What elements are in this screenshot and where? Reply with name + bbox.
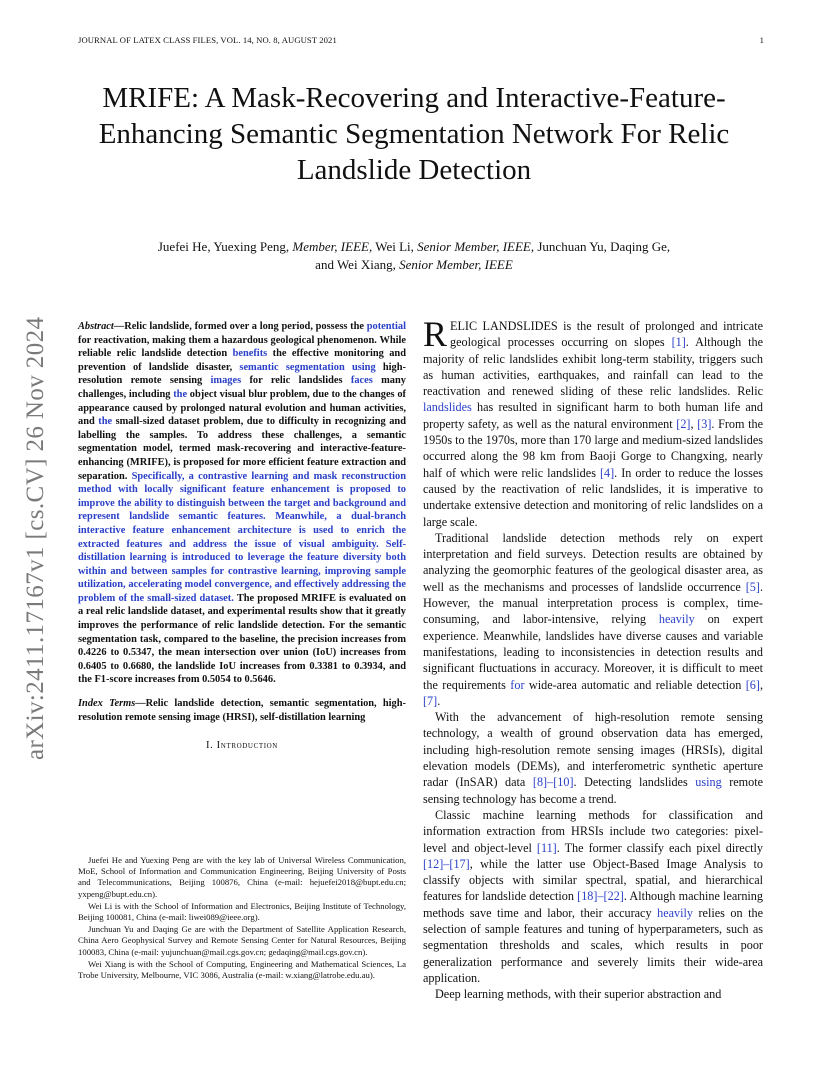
journal-name: JOURNAL OF LATEX CLASS FILES, VOL. 14, NO. 8, AUGUST 2021 [78, 35, 337, 45]
paragraph: RELIC LANDSLIDES is the result of prolonged and intricate geological processes occurring on slopes [1]. Although the majority of relic landslides exhibit long-term stability, triggers such as human activities, earthquakes, and rainfall can lead to the reactivation and renewed sliding of these relic landslides. Relic landslides has resulted in significant harm to both human life and property safety, as well as the natural environment [2], [3]. From the 1950s to the 1970s, more than 170 large and medium-sized landslides occurred along the 98 km from Baoji Gorge to Changxing, nearly half of which were relic landslides [4]. In order to reduce the losses caused by the reactivation of relic landslides, it is imperative to undertake extensive detection and monitoring of relic landslides on a large scale. [423, 314, 764, 529]
arxiv-stamp: arXiv:2411.17167v1 [cs.CV] 26 Nov 2024 [22, 316, 49, 760]
abstract-highlight: Specifically, a contrastive learning and mask reconstruction method with locally significant feature enhancement is proposed to improve the ability to distinguish between the target and background and represent landslide semantic features. Meanwhile, a dual-branch interactive feature enhancement architecture is used to enrich the extracted features and address the issue of visual ambiguity. Self-distillation learning is introduced to leverage the feature diversity both within and between samples for contrastive learning, improving sample utilization, accelerating model convergence, and effectively addressing the problem of the small-sized dataset. [78, 470, 406, 604]
citation-link[interactable]: [2] [676, 416, 691, 431]
abstract-text: many challenges, including [78, 375, 406, 400]
author-list [90, 238, 738, 274]
section-number: I. [206, 740, 214, 752]
body-text: . The former classify each pixel directly [556, 840, 763, 855]
body-text: has resulted in significant harm to both human life and property safety, as well as the natural environment [423, 400, 763, 431]
footnote: Junchuan Yu and Daqing Ge are with the Department of Satellite Application Research, China Aero Geophysical Survey and Remote Sensing Center for Natural Resources, Beijing 100083, China (e-mail: yujunchuan@mail.cgs.gov.cn; gedaqing@mail.cgs.gov.cn). [78, 924, 406, 957]
section-title: Introduction [216, 740, 278, 752]
citation-link[interactable]: [11] [536, 840, 557, 855]
body-text: ELIC LANDSLIDES is the result of prolonged and intricate geological processes occurring on slopes [450, 319, 763, 350]
body-text: on expert experience. Meanwhile, landslides have diverse causes and variable manifestations, leading to inconsistencies in detection results and significant fluctuations in accuracy. Moreover, it is difficult to meet the requirements [423, 612, 764, 692]
right-column [423, 314, 764, 1002]
body-text: relies on the selection of sample features and tuning of hyperparameters, such as segmentation thresholds and scales, which results in poor generalization performance and severely limits their wide-area application. [423, 905, 764, 985]
footnote: Wei Li is with the School of Information and Electronics, Beijing Institute of Technology, Beijing 100081, China (e-mail: liwei089@ieee.org). [78, 900, 406, 923]
paper-title: MRIFE: A Mask-Recovering and Interactive-Feature-Enhancing Semantic Segmentation Network For Relic Landslide Detection [98, 82, 730, 186]
body-highlight: using [695, 775, 722, 790]
abstract-text: high-resolution remote sensing [78, 361, 406, 387]
author-affil: Senior Member, IEEE [399, 257, 513, 272]
abstract-text: object visual blur problem, due to the changes of appearance caused by prolonged natural evolution and human activities, and [78, 388, 406, 428]
body-highlight: heavily [657, 905, 693, 920]
footnote: Wei Xiang is with the School of Computing, Engineering and Mathematical Sciences, La Trobe University, Melbourne, VIC 3086, Australia (e-mail: w.xiang@latrobe.edu.au). [78, 958, 406, 981]
citation-link[interactable]: [6] [745, 677, 760, 692]
paragraph [423, 709, 763, 807]
body-highlight: heavily [658, 612, 695, 627]
citation-link[interactable]: [8]–[10] [532, 775, 574, 790]
abstract-label: Abstract [78, 321, 114, 332]
body-text: wide-area automatic and reliable detection [528, 677, 742, 692]
abstract-highlight: benefits [232, 348, 268, 360]
abstract [78, 320, 406, 687]
author-names: Junchuan Yu, Daqing Ge, [537, 239, 671, 254]
paragraph [423, 807, 763, 986]
body-text: Deep learning methods, with their superior abstraction and [435, 987, 722, 1002]
index-terms-text: —Relic landslide detection, semantic segmentation, high-resolution remote sensing image (HRSI), self-distillation learning [78, 698, 406, 723]
author-affil: Member, IEEE, [292, 239, 373, 254]
abstract-text: —Relic landslide, formed over a long period, possess the [113, 321, 364, 332]
abstract-text: the effective monitoring and prevention of landslide disaster, [78, 348, 406, 373]
author-names: Juefei He, Yuexing Peng, [157, 239, 290, 254]
citation-link[interactable]: [1] [671, 335, 686, 350]
abstract-highlight: potential [366, 321, 406, 332]
body-highlight: landslides [423, 400, 472, 415]
citation-link[interactable]: [7] [423, 693, 438, 708]
body-text: . In order to reduce the losses caused by the reactivation of relic landslides, it is imperative to undertake extensive detection and monitoring of relic landslides on a large scale. [423, 465, 763, 529]
paragraph: Traditional landslide detection methods rely on expert interpretation and field surveys. Detection results are obtained by analyzing the geomorphic features of the geological disaster area, as well as the mechanisms and processes of landslide occurrence [5]. However, the manual interpretation process is complex, time-consuming, and labor-intensive, relying heavily on expert experience. Meanwhile, landslides have diverse causes and variable manifestations, leading to inconsistencies in detection results and significant fluctuations in accuracy. Moreover, it is difficult to meet the requirements for wide-area automatic and reliable detection [6], [7]. [423, 530, 764, 708]
author-names: Wei Li, [375, 239, 414, 254]
abstract-highlight: semantic segmentation using [239, 361, 376, 373]
body-text: Traditional landslide detection methods rely on expert interpretation and field surveys. Detection results are obtained by analyzing the geomorphic features of the geological disaster area, as well as the mechanisms and processes of landslide occurrence [423, 530, 763, 594]
paragraph [423, 986, 763, 1002]
body-highlight: for [510, 677, 525, 692]
footnote: Juefei He and Yuexing Peng are with the key lab of Universal Wireless Communication, MoE, School of Information and Communication Engineering, Beijing University of Posts and Telecommunications, Beijing 100876, China (e-mail: hejuefei2018@bupt.edu.cn; yxpeng@bupt.edu.cn). [78, 855, 406, 899]
author-affil: Senior Member, IEEE, [417, 239, 535, 254]
body-text: , while the latter use Object-Based Image Analysis to classify objects with similar spectral, spatial, and hierarchical features for landslide detection [423, 856, 763, 904]
body-text: . Although machine learning methods save time and labor, their accuracy [423, 889, 763, 920]
citation-link[interactable]: [3] [697, 416, 712, 431]
abstract-highlight: faces [350, 375, 373, 387]
page-number: 1 [759, 35, 764, 45]
citation-link[interactable]: [12]–[17] [423, 856, 470, 871]
section-heading [78, 740, 406, 751]
abstract-text: small-sized dataset problem, due to difficulty in recognizing and labelling the samples. To address these challenges, a semantic segmentation model, termed mask-recovering and interactive-feature-enhancing (MRIFE), is proposed for more efficient feature extraction and separation. [78, 416, 406, 482]
citation-link[interactable]: [4] [599, 465, 615, 480]
footnotes [78, 855, 406, 982]
abstract-highlight: the [173, 388, 188, 400]
left-column [78, 320, 406, 751]
abstract-text: The proposed MRIFE is evaluated on a real relic landslide dataset, and experimental results show that it greatly improves the performance of relic landslide detection. For the semantic segmentation task, compared to the baseline, the precision increases from 0.4226 to 0.5347, the mean intersection over union (IoU) increases from 0.6405 to 0.6680, the landslide IoU increases from 0.3381 to 0.3934, and the F1-score increases from 0.5054 to 0.5646. [78, 592, 406, 686]
body-text: . Detecting landslides [573, 775, 688, 790]
running-head [78, 35, 764, 45]
index-terms [78, 697, 406, 724]
body-text: Classic machine learning methods for classification and information extraction from HRSIs include two categories: pixel-level and object-level [423, 807, 763, 855]
citation-link[interactable]: [18]–[22] [577, 889, 624, 904]
abstract-highlight: the [98, 416, 113, 428]
body-text: . However, the manual interpretation process is complex, time-consuming, and labor-intensive, relying [423, 579, 763, 627]
body-text: remote sensing technology has become a trend. [423, 775, 764, 806]
index-terms-label: Index Terms [78, 698, 136, 710]
body-text: . From the 1950s to the 1970s, more than 170 large and medium-sized landslides occurred along the 98 km from Baoji Gorge to Changxing, nearly half of which were relic landslides [423, 416, 764, 480]
drop-cap: R [423, 314, 448, 354]
citation-link[interactable]: [5] [745, 579, 760, 594]
abstract-text: for reactivation, making them a hazardous geological phenomenon. While reliable relic landslide detection [78, 334, 406, 360]
abstract-highlight: images [210, 375, 242, 387]
body-text: With the advancement of high-resolution remote sensing technology, a wealth of ground observation data has emerged, including high-resolution remote sensing images (HRSIs), digital elevation models (DEMs), and interferometric synthetic aperture radar (InSAR) data [423, 710, 763, 790]
author-names: and Wei Xiang, [315, 257, 396, 272]
body-text: . Although the majority of relic landslides exhibit long-term stability, triggers such as human activities, earthquakes, and rainfall can lead to the reactivation and renewed sliding of these relic landslides. Relic [423, 335, 763, 399]
abstract-text: for relic landslides [249, 375, 343, 387]
